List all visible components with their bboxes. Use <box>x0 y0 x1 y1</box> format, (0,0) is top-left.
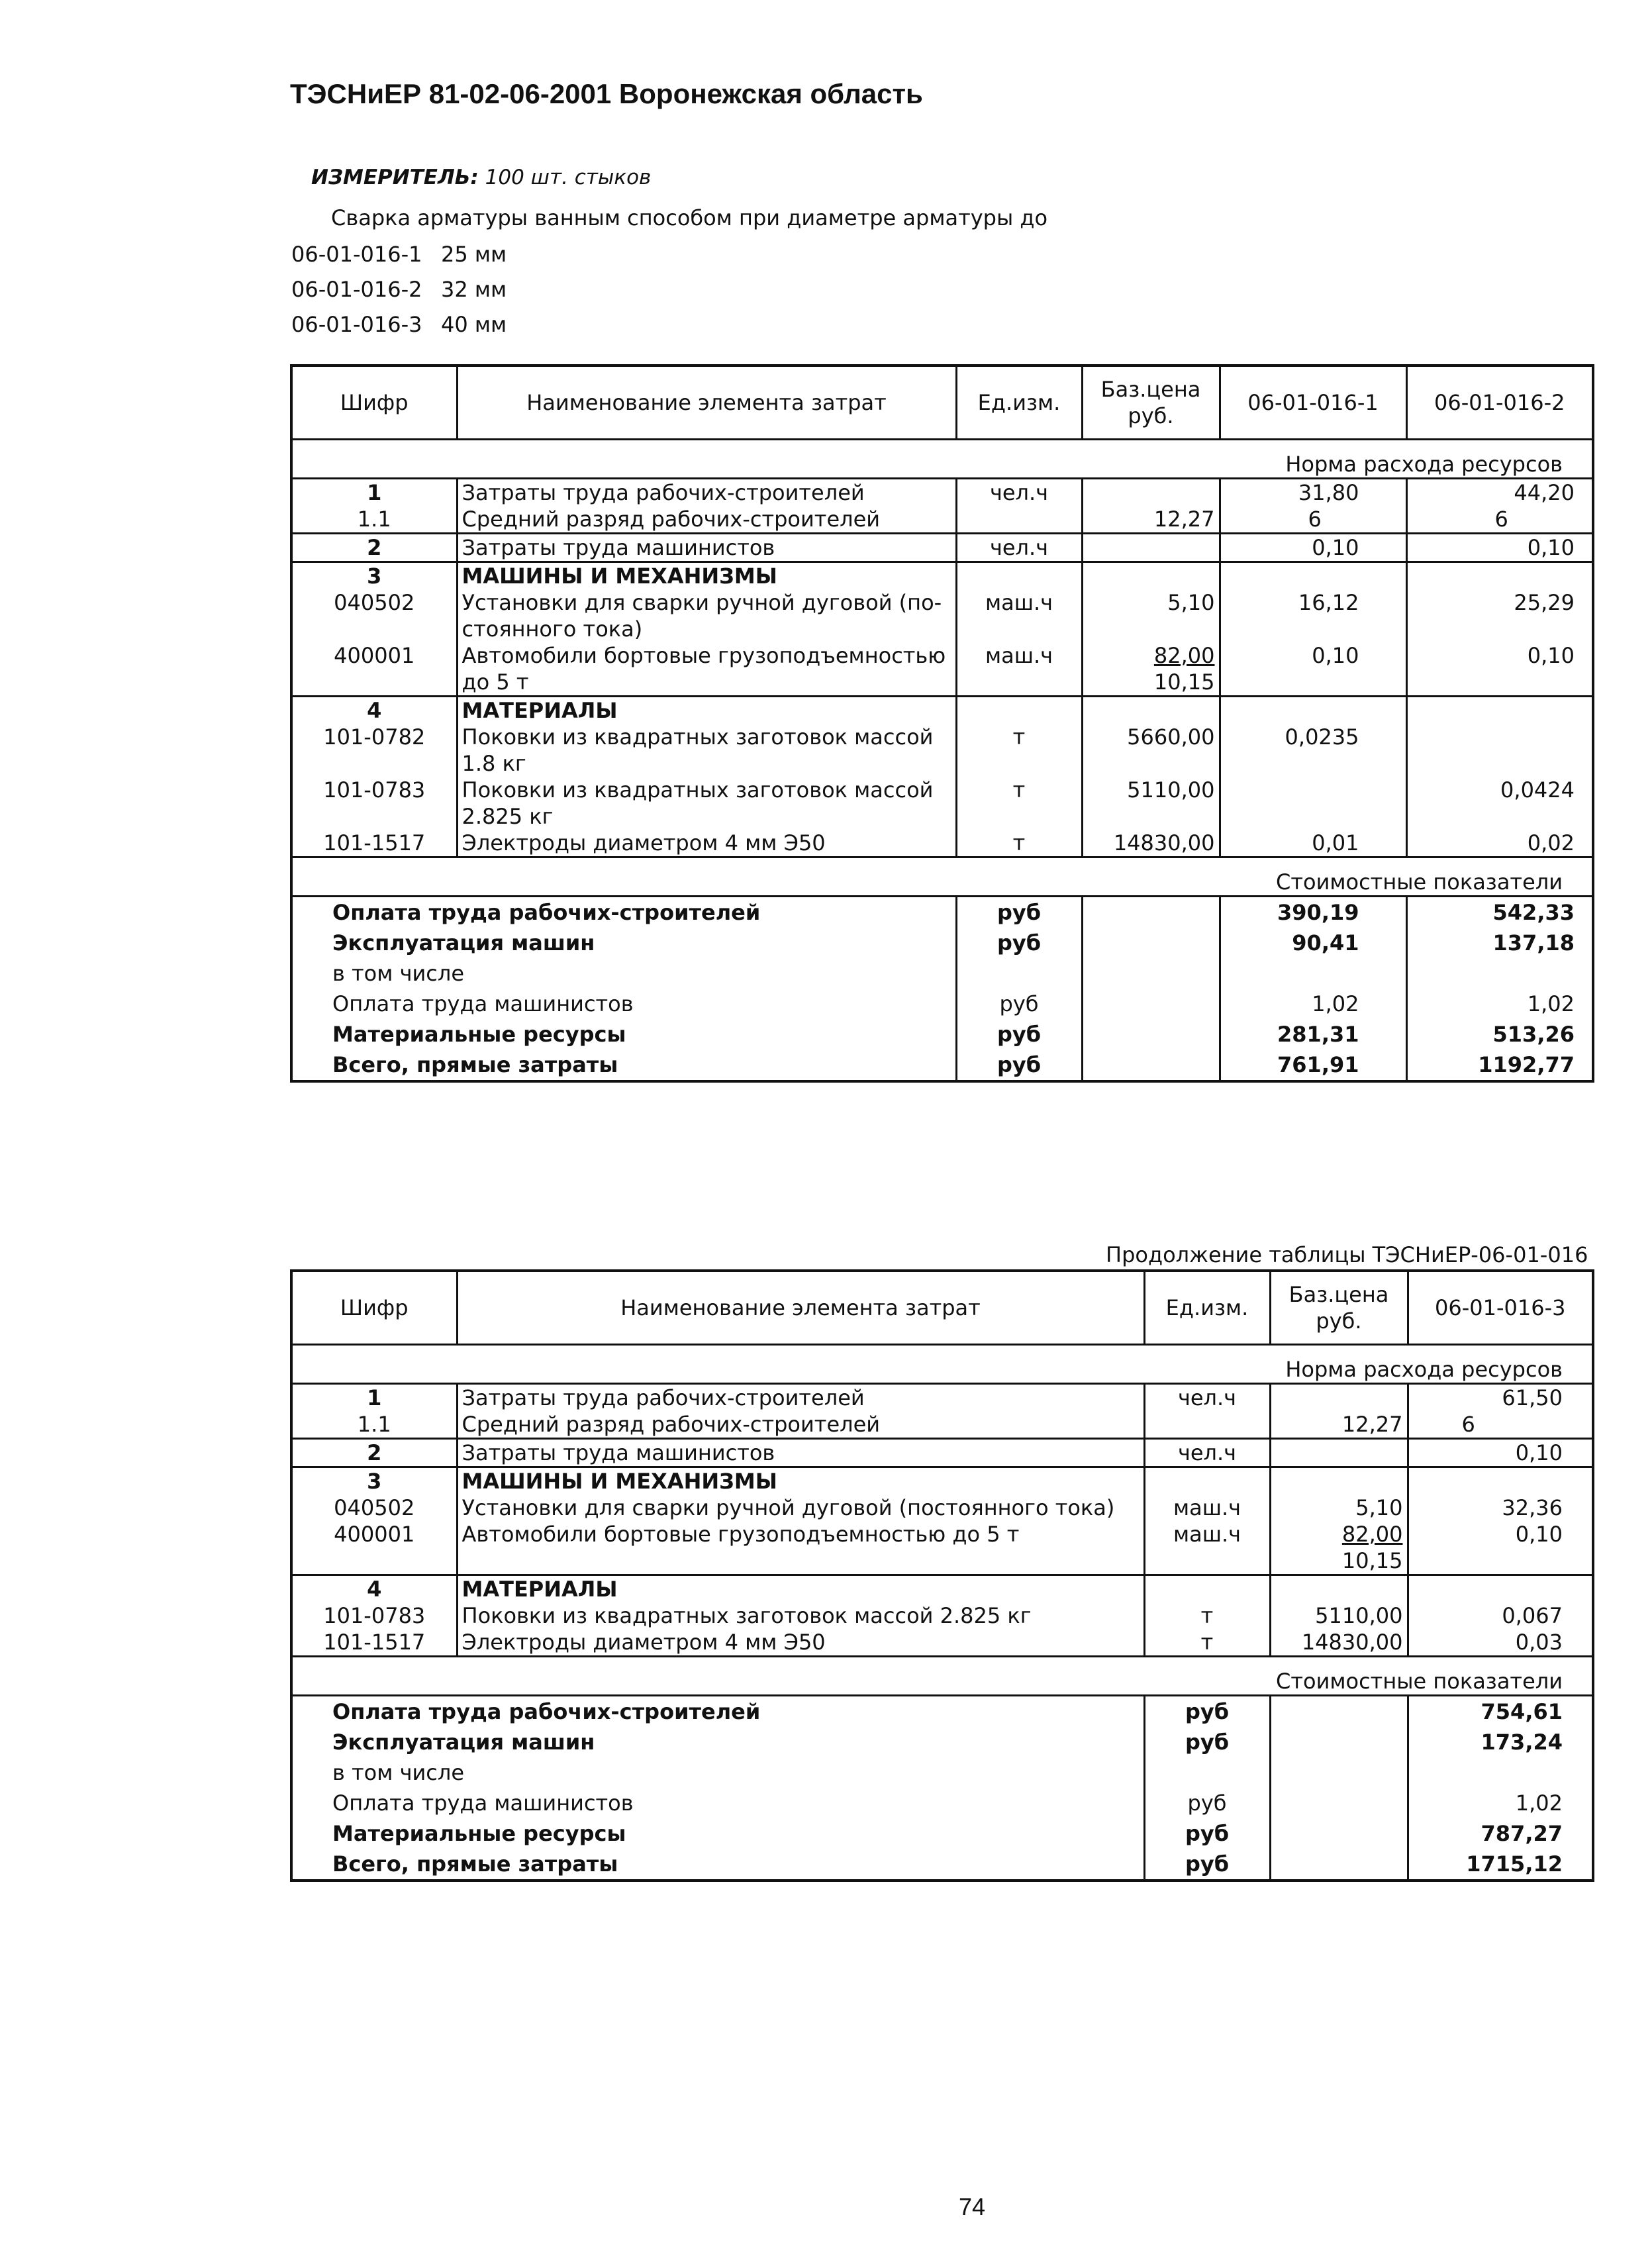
variant-value: 32 мм <box>441 277 507 302</box>
cost-unit: руб <box>956 897 1082 928</box>
row-code: 101-1517 <box>323 830 426 856</box>
row-value: 16,12 <box>1220 589 1406 642</box>
continuation-caption: Продолжение таблицы ТЭСНиЕР-06-01-016 <box>1106 1242 1588 1267</box>
document-title: ТЭСНиЕР 81-02-06-2001 Воронежская область <box>290 78 923 109</box>
row-price <box>1270 1439 1408 1467</box>
row-price: 5,10 <box>1270 1494 1408 1521</box>
row-code: 1 <box>367 480 382 505</box>
row-code: 1.1 <box>357 507 391 532</box>
variant-item <box>291 242 507 277</box>
cost-value: 761,91 <box>1220 1050 1406 1081</box>
column-header: 06-01-016-1 <box>1220 366 1406 440</box>
row-value: 0,10 <box>1220 534 1406 562</box>
row-code: 101-0783 <box>323 777 426 803</box>
variant-value: 40 мм <box>441 312 507 337</box>
row-price: 5110,00 <box>1270 1602 1408 1629</box>
row-code: 1 <box>367 1385 382 1410</box>
row-value: 0,067 <box>1408 1602 1593 1629</box>
row-price: 14830,00 <box>1270 1629 1408 1657</box>
row-name: Средний разряд рабочих-строителей <box>457 506 956 534</box>
cost-caption: Стоимостные показатели <box>291 857 1593 897</box>
cost-row <box>291 897 1593 928</box>
cost-row <box>291 1849 1593 1881</box>
column-header: Баз.цена руб. <box>1082 366 1220 440</box>
cost-unit: руб <box>1144 1788 1270 1818</box>
norm-caption: Норма расхода ресурсов <box>291 1345 1593 1384</box>
row-value: 0,10 <box>1406 534 1593 562</box>
cost-row <box>291 928 1593 958</box>
cost-value: 787,27 <box>1408 1818 1593 1849</box>
row-value: 6 <box>1406 506 1593 534</box>
row-price <box>1270 1384 1408 1412</box>
variant-item <box>291 312 507 347</box>
row-name: Затраты труда рабочих-строителей <box>457 479 956 507</box>
row-value: 0,02 <box>1406 830 1593 857</box>
row-unit: маш.ч <box>1144 1521 1270 1575</box>
row-code: 2 <box>291 534 457 562</box>
cost-row <box>291 1788 1593 1818</box>
cost-caption: Стоимостные показатели <box>291 1657 1593 1696</box>
cost-row <box>291 1050 1593 1081</box>
table-row <box>291 506 1593 534</box>
row-name: МАШИНЫ И МЕХАНИЗМЫ <box>457 1467 1144 1495</box>
row-name: Электроды диаметром 4 мм Э50 <box>457 830 956 857</box>
row-name: Затраты труда машинистов <box>457 1439 1144 1467</box>
row-code: 3 <box>291 1467 457 1495</box>
cost-label: Материальные ресурсы <box>332 1022 626 1047</box>
table-row <box>291 1602 1593 1629</box>
cost-label: Материальные ресурсы <box>332 1821 626 1846</box>
cost-label: Всего, прямые затраты <box>332 1052 618 1077</box>
measure-label: ИЗМЕРИТЕЛЬ: <box>311 166 479 189</box>
row-name: МАТЕРИАЛЫ <box>457 1575 1144 1603</box>
norms-table-1 <box>290 364 1594 1083</box>
cost-unit: руб <box>1144 1818 1270 1849</box>
row-price: 5,10 <box>1082 589 1220 642</box>
row-price: 12,27 <box>1270 1411 1408 1439</box>
cost-label: Всего, прямые затраты <box>332 1851 618 1877</box>
section-caption-row <box>291 1657 1593 1696</box>
cost-unit: руб <box>1144 1849 1270 1881</box>
table-header-row <box>291 1271 1593 1345</box>
cost-label: в том числе <box>332 961 464 986</box>
price-base: 82,00 <box>1341 1522 1403 1547</box>
cost-row <box>291 958 1593 989</box>
cost-value: 1,02 <box>1406 989 1593 1019</box>
cost-value: 1,02 <box>1220 989 1406 1019</box>
variant-list <box>291 242 507 347</box>
row-code: 400001 <box>334 1522 415 1547</box>
row-value: 0,03 <box>1408 1629 1593 1657</box>
row-unit: чел.ч <box>1144 1439 1270 1467</box>
cost-row <box>291 1757 1593 1788</box>
table-row <box>291 1575 1593 1603</box>
table-row <box>291 830 1593 857</box>
row-name: МАТЕРИАЛЫ <box>457 697 956 724</box>
row-value: 32,36 <box>1408 1494 1593 1521</box>
row-code: 040502 <box>334 590 415 615</box>
row-code: 4 <box>291 697 457 724</box>
row-price <box>1082 534 1220 562</box>
row-unit: т <box>1144 1602 1270 1629</box>
variant-code: 06-01-016-3 <box>291 312 422 337</box>
row-value: 0,10 <box>1408 1439 1593 1467</box>
cost-value: 1715,12 <box>1408 1849 1593 1881</box>
section-caption-row <box>291 857 1593 897</box>
row-price: 14830,00 <box>1082 830 1220 857</box>
page-number: 74 <box>959 2193 986 2220</box>
row-code: 101-1517 <box>323 1630 426 1655</box>
table-row <box>291 724 1593 777</box>
price-base: 82,00 <box>1153 643 1215 668</box>
row-value: 25,29 <box>1406 589 1593 642</box>
row-code: 4 <box>291 1575 457 1603</box>
row-value: 44,20 <box>1406 479 1593 507</box>
column-header: Шифр <box>291 1271 457 1345</box>
cost-label: в том числе <box>332 1760 464 1785</box>
variant-item <box>291 277 507 312</box>
cost-unit: руб <box>956 928 1082 958</box>
column-header: Шифр <box>291 366 457 440</box>
row-value: 0,0424 <box>1406 777 1593 830</box>
row-name: Установки для сварки ручной дуговой (по-стоянного тока) <box>457 589 956 642</box>
column-header: Наименование элемента затрат <box>457 1271 1144 1345</box>
column-header: 06-01-016-3 <box>1408 1271 1593 1345</box>
cost-row <box>291 1696 1593 1728</box>
row-code: 040502 <box>334 1495 415 1520</box>
measure-value: 100 шт. стыков <box>485 166 652 189</box>
cost-value: 513,26 <box>1406 1019 1593 1050</box>
row-name: Автомобили бортовые грузоподъемностью до 5 т <box>457 642 956 697</box>
row-code: 3 <box>291 562 457 590</box>
row-name: Установки для сварки ручной дуговой (постоянного тока) <box>457 1494 1144 1521</box>
row-value: 31,80 <box>1220 479 1406 507</box>
row-name: Электроды диаметром 4 мм Э50 <box>457 1629 1144 1657</box>
table-row <box>291 777 1593 830</box>
cost-label: Оплата труда рабочих-строителей <box>332 900 761 925</box>
column-header: Баз.цена руб. <box>1270 1271 1408 1345</box>
table-row <box>291 589 1593 642</box>
table-header-row <box>291 366 1593 440</box>
cost-value: 173,24 <box>1408 1727 1593 1757</box>
cost-unit: руб <box>956 1050 1082 1081</box>
cost-label: Оплата труда рабочих-строителей <box>332 1699 761 1724</box>
row-name: Поковки из квадратных заготовок массой 1.8 кг <box>457 724 956 777</box>
row-price: 5660,00 <box>1082 724 1220 777</box>
table-row <box>291 1467 1593 1495</box>
row-unit: чел.ч <box>956 534 1082 562</box>
row-name: Поковки из квадратных заготовок массой 2.825 кг <box>457 777 956 830</box>
cost-value: 542,33 <box>1406 897 1593 928</box>
row-price <box>1082 642 1220 697</box>
row-unit <box>956 506 1082 534</box>
cost-value: 390,19 <box>1220 897 1406 928</box>
row-name: Поковки из квадратных заготовок массой 2.825 кг <box>457 1602 1144 1629</box>
price-secondary: 10,15 <box>1153 669 1215 695</box>
row-value: 6 <box>1220 506 1406 534</box>
row-price: 5110,00 <box>1082 777 1220 830</box>
row-value <box>1406 724 1593 777</box>
cost-value: 1192,77 <box>1406 1050 1593 1081</box>
row-unit: т <box>956 830 1082 857</box>
table-row <box>291 1439 1593 1467</box>
table-row <box>291 1521 1593 1575</box>
row-unit: маш.ч <box>956 589 1082 642</box>
table-row <box>291 1494 1593 1521</box>
cost-value: 754,61 <box>1408 1696 1593 1728</box>
variant-code: 06-01-016-1 <box>291 242 422 267</box>
cost-row <box>291 1019 1593 1050</box>
section-caption-row <box>291 440 1593 479</box>
cost-value: 90,41 <box>1220 928 1406 958</box>
column-header: 06-01-016-2 <box>1406 366 1593 440</box>
row-code: 400001 <box>334 643 415 668</box>
work-description: Сварка арматуры ванным способом при диаметре арматуры до <box>331 205 1048 230</box>
column-header: Наименование элемента затрат <box>457 366 956 440</box>
cost-row <box>291 989 1593 1019</box>
row-value: 0,01 <box>1220 830 1406 857</box>
cost-label: Оплата труда машинистов <box>332 991 634 1016</box>
variant-code: 06-01-016-2 <box>291 277 422 302</box>
row-unit: чел.ч <box>956 479 1082 507</box>
row-name: Средний разряд рабочих-строителей <box>457 1411 1144 1439</box>
row-value: 0,10 <box>1406 642 1593 697</box>
measure-line <box>311 166 651 189</box>
row-unit: т <box>956 777 1082 830</box>
row-value: 0,10 <box>1408 1521 1593 1575</box>
row-price: 12,27 <box>1082 506 1220 534</box>
row-value <box>1220 777 1406 830</box>
cost-value: 1,02 <box>1408 1788 1593 1818</box>
row-unit: маш.ч <box>1144 1494 1270 1521</box>
table-row <box>291 697 1593 724</box>
table-row <box>291 1629 1593 1657</box>
cost-label: Оплата труда машинистов <box>332 1790 634 1816</box>
row-name: Затраты труда машинистов <box>457 534 956 562</box>
row-value: 61,50 <box>1408 1384 1593 1412</box>
row-price <box>1082 479 1220 507</box>
row-code: 101-0782 <box>323 724 426 750</box>
row-name: МАШИНЫ И МЕХАНИЗМЫ <box>457 562 956 590</box>
row-code: 1.1 <box>357 1412 391 1437</box>
section-caption-row <box>291 1345 1593 1384</box>
row-value: 0,0235 <box>1220 724 1406 777</box>
row-value: 0,10 <box>1220 642 1406 697</box>
variant-value: 25 мм <box>441 242 507 267</box>
row-name: Автомобили бортовые грузоподъемностью до 5 т <box>457 1521 1144 1575</box>
table-row <box>291 642 1593 697</box>
cost-unit: руб <box>1144 1696 1270 1728</box>
cost-unit: руб <box>956 1019 1082 1050</box>
row-value: 6 <box>1408 1411 1593 1439</box>
cost-value: 137,18 <box>1406 928 1593 958</box>
column-header: Ед.изм. <box>956 366 1082 440</box>
norm-caption: Норма расхода ресурсов <box>291 440 1593 479</box>
row-price <box>1270 1521 1408 1575</box>
cost-row <box>291 1727 1593 1757</box>
cost-label: Эксплуатация машин <box>332 930 595 955</box>
table-row <box>291 1411 1593 1439</box>
row-unit <box>1144 1411 1270 1439</box>
table-row <box>291 479 1593 507</box>
price-secondary: 10,15 <box>1341 1548 1403 1573</box>
cost-row <box>291 1818 1593 1849</box>
cost-value: 281,31 <box>1220 1019 1406 1050</box>
row-unit: чел.ч <box>1144 1384 1270 1412</box>
row-code: 2 <box>291 1439 457 1467</box>
row-unit: т <box>956 724 1082 777</box>
row-unit: т <box>1144 1629 1270 1657</box>
table-row <box>291 1384 1593 1412</box>
column-header: Ед.изм. <box>1144 1271 1270 1345</box>
row-unit: маш.ч <box>956 642 1082 697</box>
row-code: 101-0783 <box>323 1603 426 1628</box>
row-name: Затраты труда рабочих-строителей <box>457 1384 1144 1412</box>
norms-table-2 <box>290 1269 1594 1882</box>
cost-label: Эксплуатация машин <box>332 1730 595 1755</box>
cost-unit: руб <box>1144 1727 1270 1757</box>
cost-unit: руб <box>956 989 1082 1019</box>
table-row <box>291 562 1593 590</box>
table-row <box>291 534 1593 562</box>
